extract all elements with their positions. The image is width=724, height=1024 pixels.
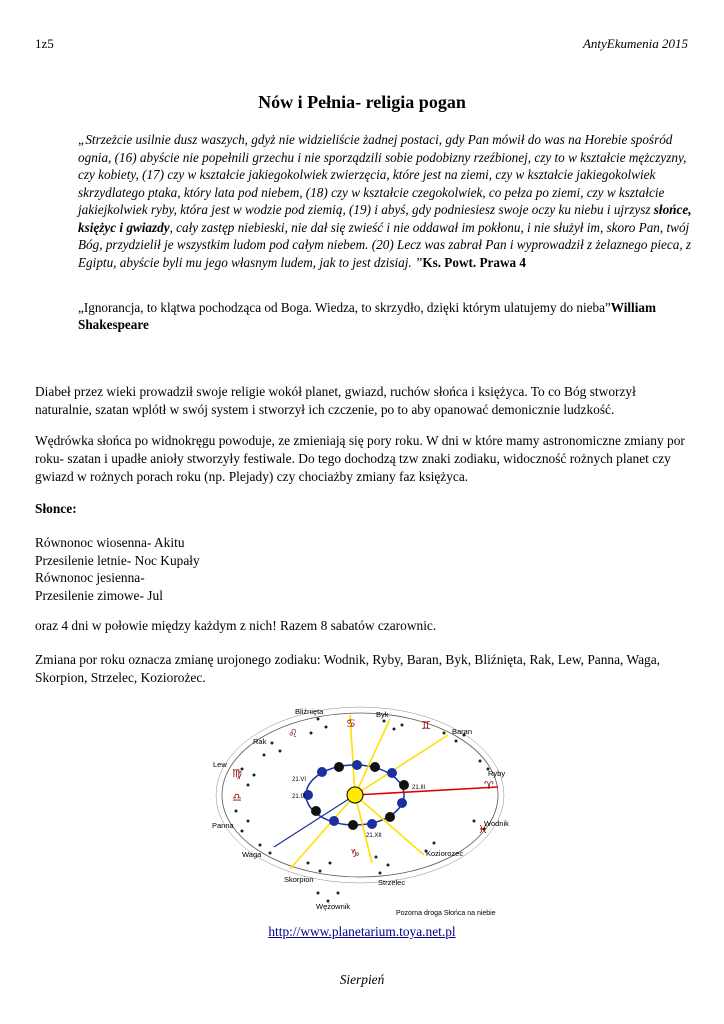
- quote2-text: „Ignorancja, to klątwa pochodząca od Boga. Wiedza, to skrzydło, dzięki którym ulatujemy do nieba”: [78, 300, 611, 315]
- label-lew: Lew: [213, 760, 227, 769]
- paragraph-1: Diabeł przez wieki prowadził swoje religie wokół planet, gwiazd, ruchów słońca i księżyca. To co Bóg stworzył naturalnie, szatan wplótł w swój system i stworzył ich czczenie, po to aby opanować demonicznie ludzkość.: [35, 384, 636, 417]
- label-rak: Rak: [253, 737, 267, 746]
- constellation-stars: [235, 718, 490, 903]
- sun-heading: Słonce:: [35, 501, 77, 516]
- date-label: 21.IX: [292, 794, 307, 800]
- shakespeare-quote: [78, 299, 693, 333]
- label-ryby: Ryby: [488, 769, 506, 778]
- label-panna: Panna: [212, 821, 234, 830]
- quote-text-cont: , cały zastęp niebieski, nie dał się zwieść i nie oddawał im pokłonu, i nie służył im, skoro Pan, twój Bóg, przydzielił je wszystkim ludom pod całym niebem. (20) Lecz was zabrał Pan i wyprowadził z żelaznego pieca, z Egiptu, abyście byli mu jego własnym ludem, jak to jest dzisiaj. ”: [78, 219, 692, 270]
- blue-ray: [274, 795, 355, 847]
- label-byk: Byk: [376, 710, 389, 719]
- svg-text:♈: ♈: [484, 780, 494, 792]
- document-title: Nów i Pełnia- religia pogan: [258, 92, 466, 112]
- source-link-wrapper: [0, 924, 724, 940]
- label-baran: Baran: [452, 727, 473, 736]
- label-skorpion: Skorpion: [284, 875, 314, 884]
- date-label: 21.III: [412, 785, 426, 791]
- quote2-source: William Shakespeare: [78, 300, 656, 332]
- page-number: 1z5: [35, 36, 54, 51]
- list-item: Równonoc jesienna-: [35, 570, 145, 585]
- svg-text:♋: ♋: [346, 718, 356, 730]
- figure-caption: Pozorna droga Słońca na niebie: [396, 910, 496, 917]
- label-wodnik: Wodnik: [484, 819, 509, 828]
- page-footer: Sierpień: [339, 972, 385, 987]
- quote-emphasis: słońce, księżyc i gwiazdy: [78, 202, 692, 235]
- source-link[interactable]: http://www.planetarium.toya.net.pl: [268, 924, 456, 939]
- date-label: 21.XII: [366, 833, 382, 839]
- sun-festival-list: [35, 534, 695, 604]
- paragraph-4: Zmiana por roku oznacza zmianę urojonego zodiaku: Wodnik, Ryby, Baran, Byk, Bliźnięta, Rak, Lew, Panna, Waga, Skorpion, Strzelec, Koziorożec.: [35, 652, 661, 685]
- list-item: Przesilenie zimowe- Jul: [35, 587, 163, 603]
- svg-text:♍: ♍: [232, 768, 242, 780]
- svg-text:♑: ♑: [350, 848, 360, 860]
- sun-rays: [290, 715, 448, 869]
- svg-text:♎: ♎: [232, 792, 242, 804]
- sun-icon: [347, 787, 363, 803]
- header-title: AntyEkumenia 2015: [582, 36, 688, 51]
- bible-quote: [78, 131, 693, 271]
- constellation-labels: [212, 707, 509, 911]
- svg-text:♌: ♌: [288, 728, 298, 740]
- list-item: Równonoc wiosenna- Akitu: [35, 535, 185, 550]
- svg-text:♓: ♓: [478, 824, 488, 836]
- list-item: Przesilenie letnie- Noc Kupały: [35, 552, 200, 568]
- quote-text: „Strzeżcie usilnie dusz waszych, gdyż nie widzieliście żadnej postaci, gdy Pan mówił do was na Horebie spośród ognia, (16) abyście nie popełnili grzechu i nie sporządzili sobie podobizny rzeźbionej, czy to w kształcie mężczyzny, czy kobiety, (17) czy w kształcie jakiegokolwiek zwierzęcia, które jest na ziemi, czy w kształcie jakiegokolwiek skrzydlatego ptaka, który lata pod niebem, (18) czy w kształcie czegokolwiek, co pełza po ziemi, czy w kształcie jakiejkolwiek ryby, która jest w wodzie pod ziemią, (19) i abyś, gdy podniesiesz swoje oczy ku niebu i ujrzysz: [78, 132, 687, 217]
- zodiac-diagram: [212, 697, 513, 919]
- svg-text:♊: ♊: [421, 720, 431, 732]
- paragraph-2: Wędrówka słońca po widnokręgu powoduje, ze zmieniają się pory roku. W dni w które mamy astronomiczne zmiany por roku- szatan i upadłe anioły stworzyły festiwale. Do tego dochodzą tzw znaki zodiaku, widoczność rożnych planet czy gwiazd w rożnych porach roku (np. Plejady) czy chociażby zmiany faz księżyca.: [35, 433, 685, 484]
- label-koziorozec: Koziorozec: [426, 849, 464, 858]
- label-waga: Waga: [242, 850, 262, 859]
- red-ray: [355, 787, 498, 795]
- date-label: 21.VI: [292, 777, 307, 783]
- quote-source: Ks. Powt. Prawa 4: [422, 254, 526, 270]
- label-blizneta: Bliźnięta: [295, 707, 324, 716]
- paragraph-3: oraz 4 dni w połowie między każdym z nich! Razem 8 sabatów czarownic.: [35, 618, 437, 633]
- label-strzelec: Strzelec: [378, 878, 406, 887]
- label-wezownik: Wężownik: [316, 902, 351, 911]
